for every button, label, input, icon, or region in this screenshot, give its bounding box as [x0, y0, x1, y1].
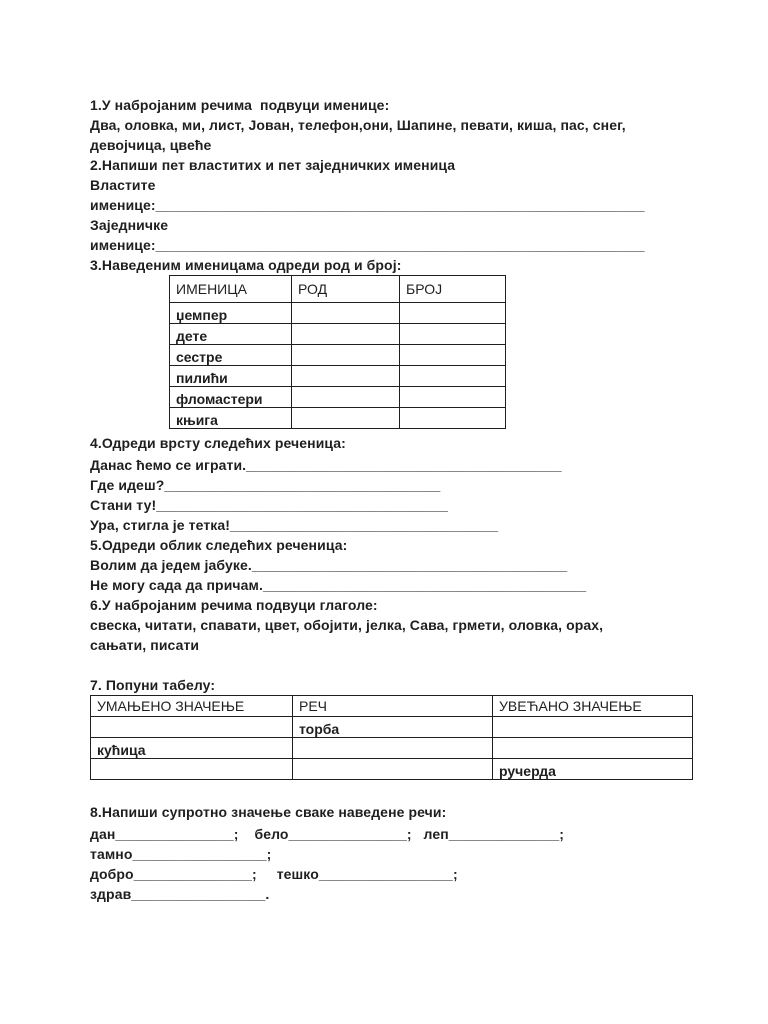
number-answer-cell[interactable] — [400, 324, 506, 345]
q4-sentence: Данас ћемо се играти.________________________________________ — [90, 457, 562, 473]
number-answer-cell[interactable] — [400, 303, 506, 324]
diminutive-cell: кућица — [91, 738, 293, 759]
gender-answer-cell[interactable] — [292, 324, 400, 345]
diminutive-cell[interactable] — [91, 759, 293, 780]
noun-cell: фломастери — [170, 387, 292, 408]
header-gender: РОД — [292, 276, 400, 303]
q8-opposites-line: дан_______________; бело_______________; леп______________; — [90, 826, 564, 842]
header-word: РЕЧ — [293, 696, 493, 717]
q1-words-line-1: Два, оловка, ми, лист, Јован, телефон,они, Шапине, певати, киша, пас, снег, — [90, 117, 626, 133]
table-row — [91, 717, 693, 738]
q6-words-line-2: сањати, писати — [90, 637, 200, 653]
number-answer-cell[interactable] — [400, 387, 506, 408]
q2-proper-answer-line: именице:______________________________________________________________ — [90, 197, 645, 213]
word-cell[interactable] — [293, 759, 493, 780]
q4-sentence: Ура, стигла је тетка!__________________________________ — [90, 517, 499, 533]
q8-title: 8.Напиши супротно значење сваке наведене речи: — [90, 804, 447, 820]
noun-cell: дете — [170, 324, 292, 345]
q2-title: 2.Напиши пет властитих и пет заједничких именица — [90, 157, 456, 173]
q2-proper-label: Властите — [90, 177, 156, 193]
diminutive-cell[interactable] — [91, 717, 293, 738]
table-row — [170, 303, 506, 324]
q5-title: 5.Одреди облик следећих реченица: — [90, 537, 348, 553]
header-noun: ИМЕНИЦА — [170, 276, 292, 303]
q3-title: 3.Наведеним именицама одреди род и број: — [90, 257, 402, 273]
noun-cell: сестре — [170, 345, 292, 366]
augmentative-cell[interactable] — [493, 738, 693, 759]
noun-cell: пилићи — [170, 366, 292, 387]
q2-common-label: Заједничке — [90, 217, 169, 233]
gender-answer-cell[interactable] — [292, 345, 400, 366]
q4-sentence: Где идеш?___________________________________ — [90, 477, 441, 493]
noun-cell: џемпер — [170, 303, 292, 324]
gender-answer-cell[interactable] — [292, 387, 400, 408]
q7-title: 7. Попуни табелу: — [90, 677, 216, 693]
number-answer-cell[interactable] — [400, 366, 506, 387]
gender-answer-cell[interactable] — [292, 303, 400, 324]
table-row — [170, 366, 506, 387]
q1-words-line-2: девојчица, цвеће — [90, 137, 212, 153]
table-row — [170, 408, 506, 429]
table-row — [170, 345, 506, 366]
q2-common-answer-line: именице:______________________________________________________________ — [90, 237, 645, 253]
augmentative-cell[interactable] — [493, 717, 693, 738]
header-augmentative: УВЕЋАНО ЗНАЧЕЊЕ — [493, 696, 693, 717]
word-cell[interactable] — [293, 738, 493, 759]
gender-answer-cell[interactable] — [292, 408, 400, 429]
word-size-table — [90, 695, 693, 780]
q4-title: 4.Одреди врсту следећих реченица: — [90, 435, 346, 451]
q6-title: 6.У набројаним речима подвуци глаголе: — [90, 597, 378, 613]
q6-words-line-1: свеска, читати, спавати, цвет, обојити, јелка, Сава, грмети, оловка, орах, — [90, 617, 604, 633]
table-row — [170, 387, 506, 408]
augmentative-cell: ручерда — [493, 759, 693, 780]
q1-title: 1.У набројаним речима подвуци именице: — [90, 97, 390, 113]
table-row — [91, 759, 693, 780]
number-answer-cell[interactable] — [400, 408, 506, 429]
noun-cell: књига — [170, 408, 292, 429]
noun-gender-number-table — [169, 275, 506, 429]
table-header-row — [91, 696, 693, 717]
q5-sentence: Не могу сада да причам._________________________________________ — [90, 577, 587, 593]
number-answer-cell[interactable] — [400, 345, 506, 366]
word-cell: торба — [293, 717, 493, 738]
q8-opposites-line: тамно_________________; — [90, 846, 272, 862]
header-number: БРОЈ — [400, 276, 506, 303]
table-row — [170, 324, 506, 345]
table-header-row — [170, 276, 506, 303]
gender-answer-cell[interactable] — [292, 366, 400, 387]
q8-opposites-line: здрав_________________. — [90, 886, 270, 902]
q5-sentence: Волим да једем јабуке.________________________________________ — [90, 557, 568, 573]
header-diminutive: УМАЊЕНО ЗНАЧЕЊЕ — [91, 696, 293, 717]
q4-sentence: Стани ту!_____________________________________ — [90, 497, 449, 513]
q8-opposites-line: добро_______________; тешко_________________; — [90, 866, 458, 882]
table-row — [91, 738, 693, 759]
